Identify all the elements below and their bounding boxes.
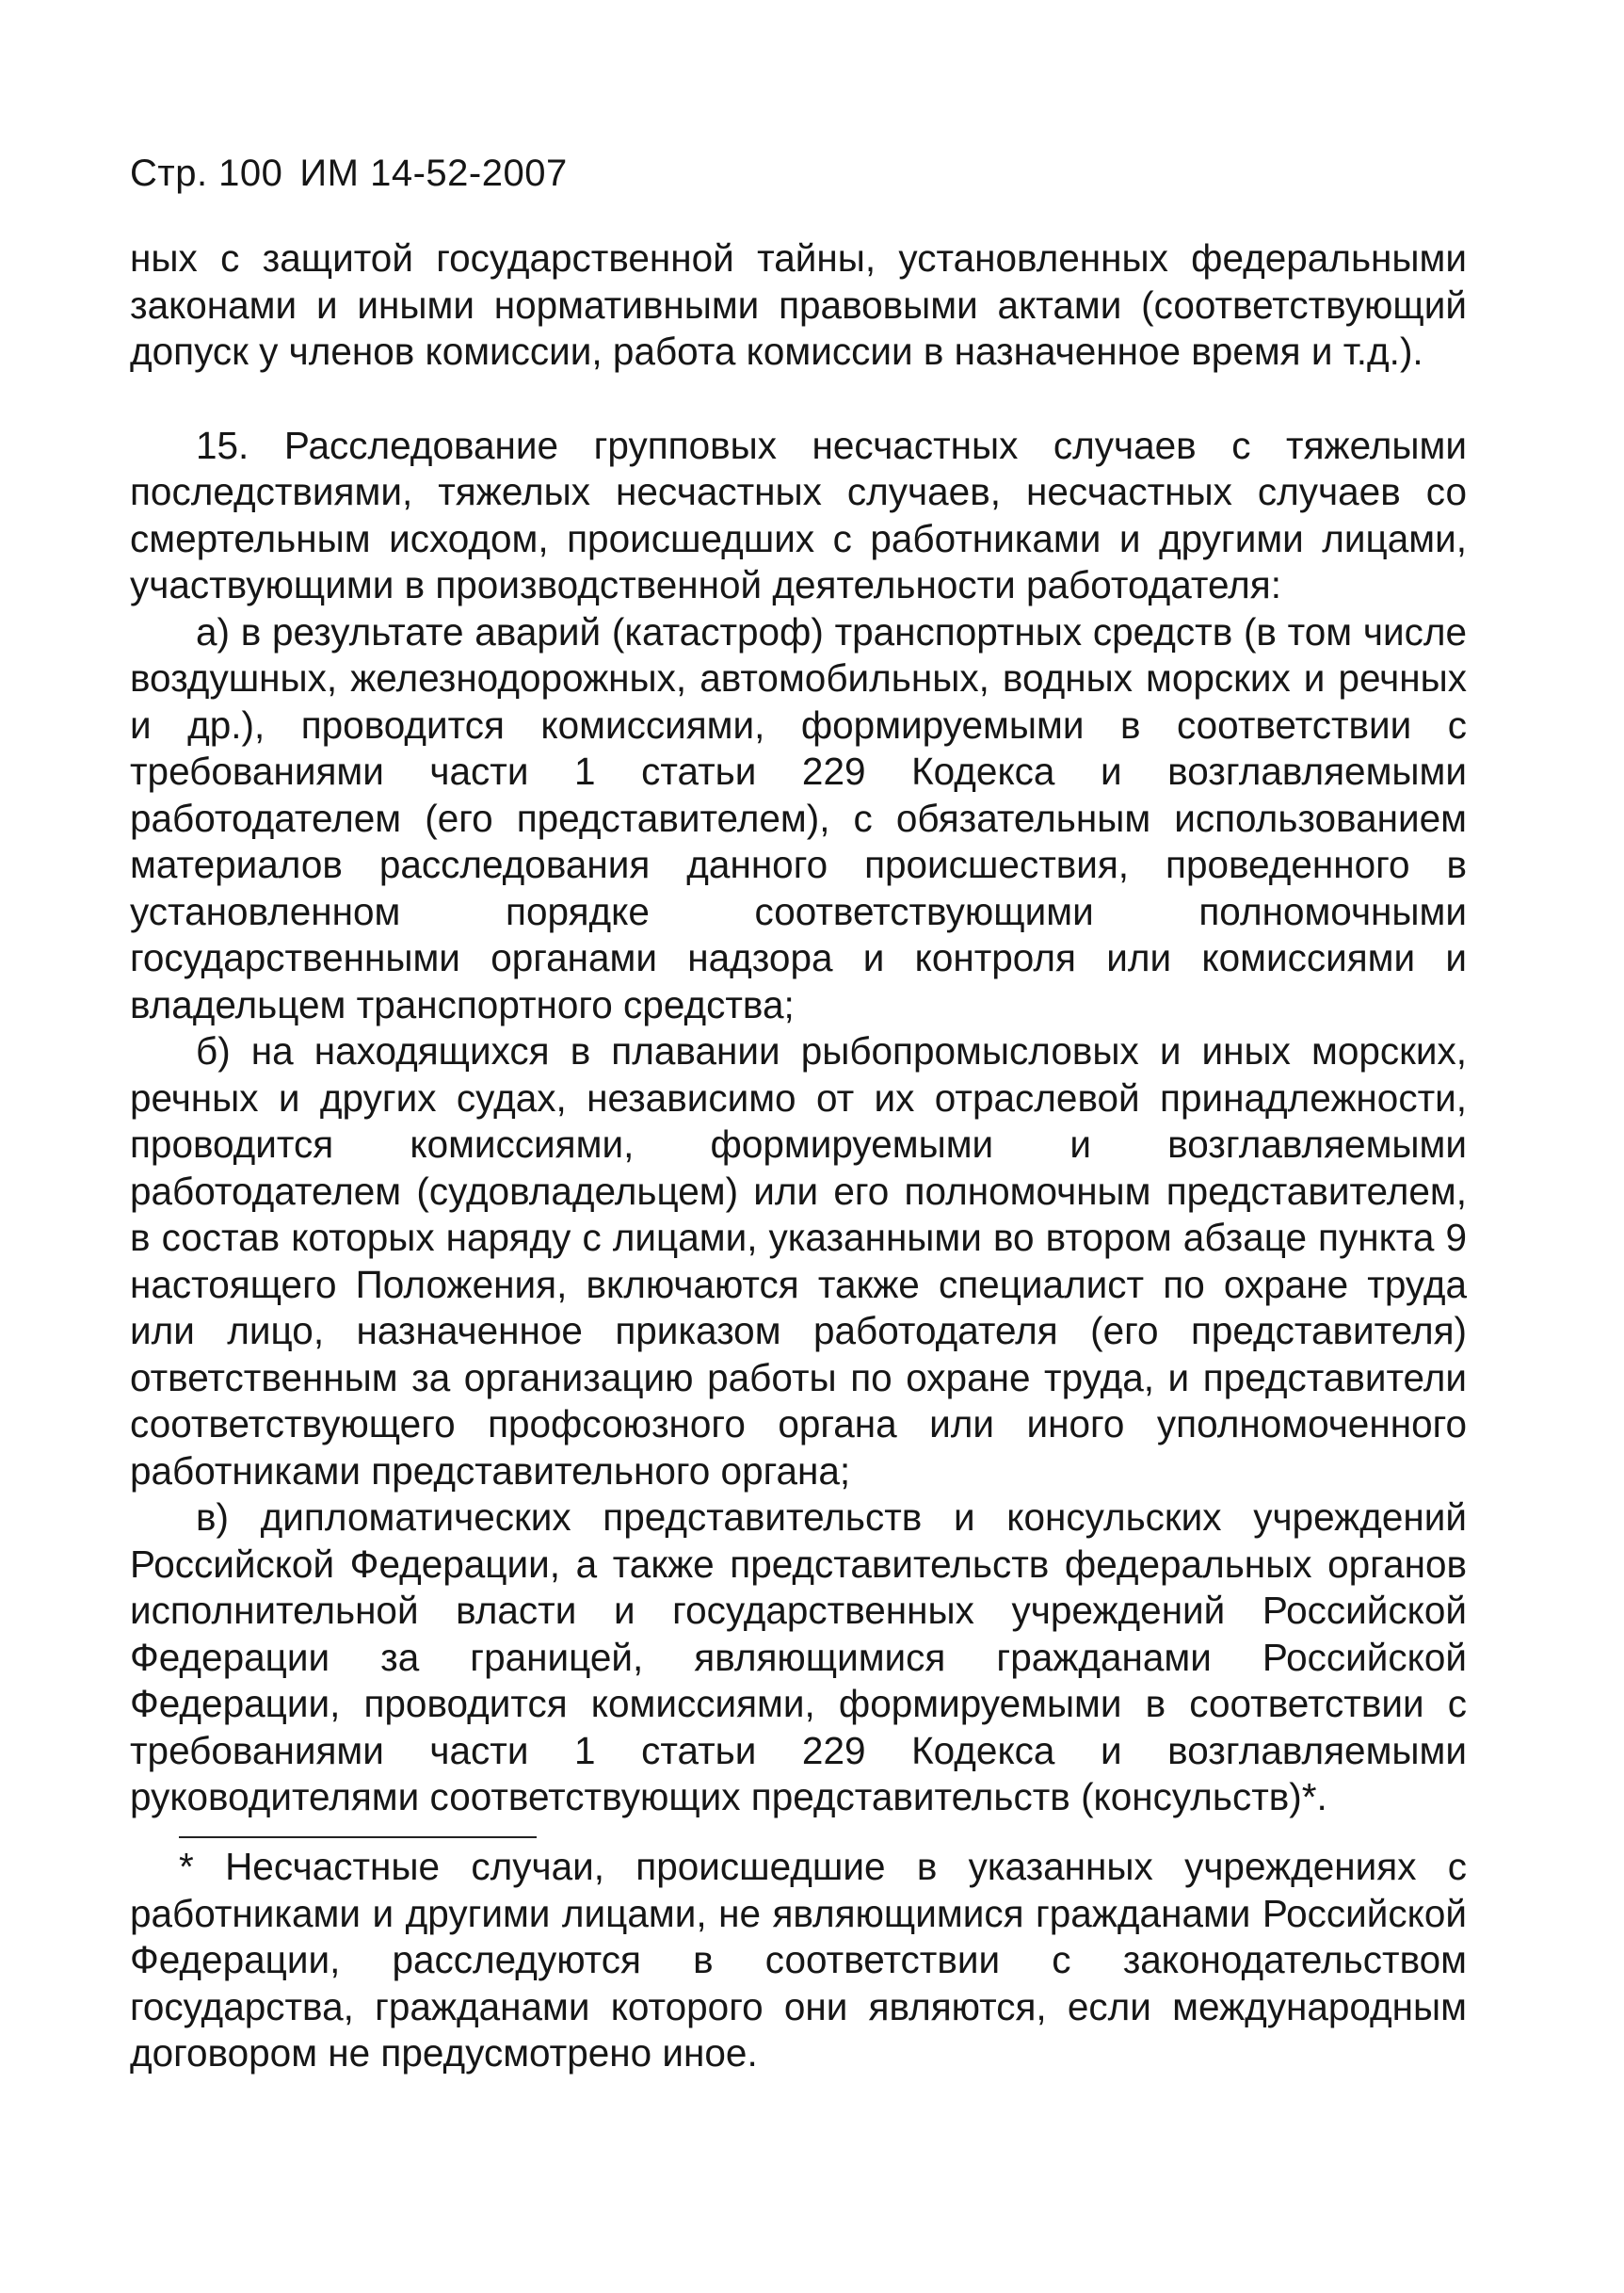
- paragraph-item-15-v: в) дипломатических представительств и консульских учреждений Российской Федерации, а также представительств федеральных органов исполнительной власти и государственных учреждений Российской Федерации за границей, являющимися гражданами Российской Федерации, проводится комиссиями, формируемыми в соответствии с требованиями части 1 статьи 229 Кодекса и возглавляемыми руководителями соответствующих представительств (консульств)*.: [130, 1495, 1467, 1818]
- page-header: [130, 151, 568, 196]
- document-code: ИМ 14-52-2007: [299, 153, 568, 194]
- page-number-label: Стр. 100: [130, 153, 283, 194]
- footnote-divider: [179, 1836, 537, 1838]
- paragraph-item-15-b: б) на находящихся в плавании рыбопромысловых и иных морских, речных и других судах, независимо от их отраслевой принадлежности, проводится комиссиями, формируемыми и возглавляемыми работодателем (судовладельцем) или его полномочным представителем, в состав которых наряду с лицами, указанными во втором абзаце пункта 9 настоящего Положения, включаются также специалист по охране труда или лицо, назначенное приказом работодателя (его представителя) ответственным за организацию работы по охране труда, и представители соответствующего профсоюзного органа или иного уполномоченного работниками представительного органа;: [130, 1029, 1467, 1493]
- footnote: [130, 1844, 1467, 2077]
- paragraph-item-15: 15. Расследование групповых несчастных случаев с тяжелыми последствиями, тяжелых несчастных случаев, несчастных случаев со смертельным исходом, происшедших с работниками и другими лицами, участвующими в производственной деятельности работодателя:: [130, 423, 1467, 606]
- paragraph-continuation: ных с защитой государственной тайны, установленных федеральными законами и иными нормативными правовыми актами (соответствующий допуск у членов комиссии, работа комиссии в назначенное время и т.д.).: [130, 236, 1467, 373]
- footnote-text: * Несчастные случаи, происшедшие в указанных учреждениях с работниками и другими лицами, не являющимися гражданами Российской Федерации, расследуются в соответствии с законодательством государства, гражданами которого они являются, если международным договором не предусмотрено иное.: [130, 1845, 1467, 2075]
- paragraph-item-15-a: а) в результате аварий (катастроф) транспортных средств (в том числе воздушных, железнодорожных, автомобильных, водных морских и речных и др.), проводится комиссиями, формируемыми в соответствии с требованиями части 1 статьи 229 Кодекса и возглавляемыми работодателем (его представителем), с обязательным использованием материалов расследования данного происшествия, проведенного в установленном порядке соответствующими полномочными государственными органами надзора и контроля или комиссиями и владельцем транспортного средства;: [130, 609, 1467, 1026]
- body-text: [130, 235, 1467, 1821]
